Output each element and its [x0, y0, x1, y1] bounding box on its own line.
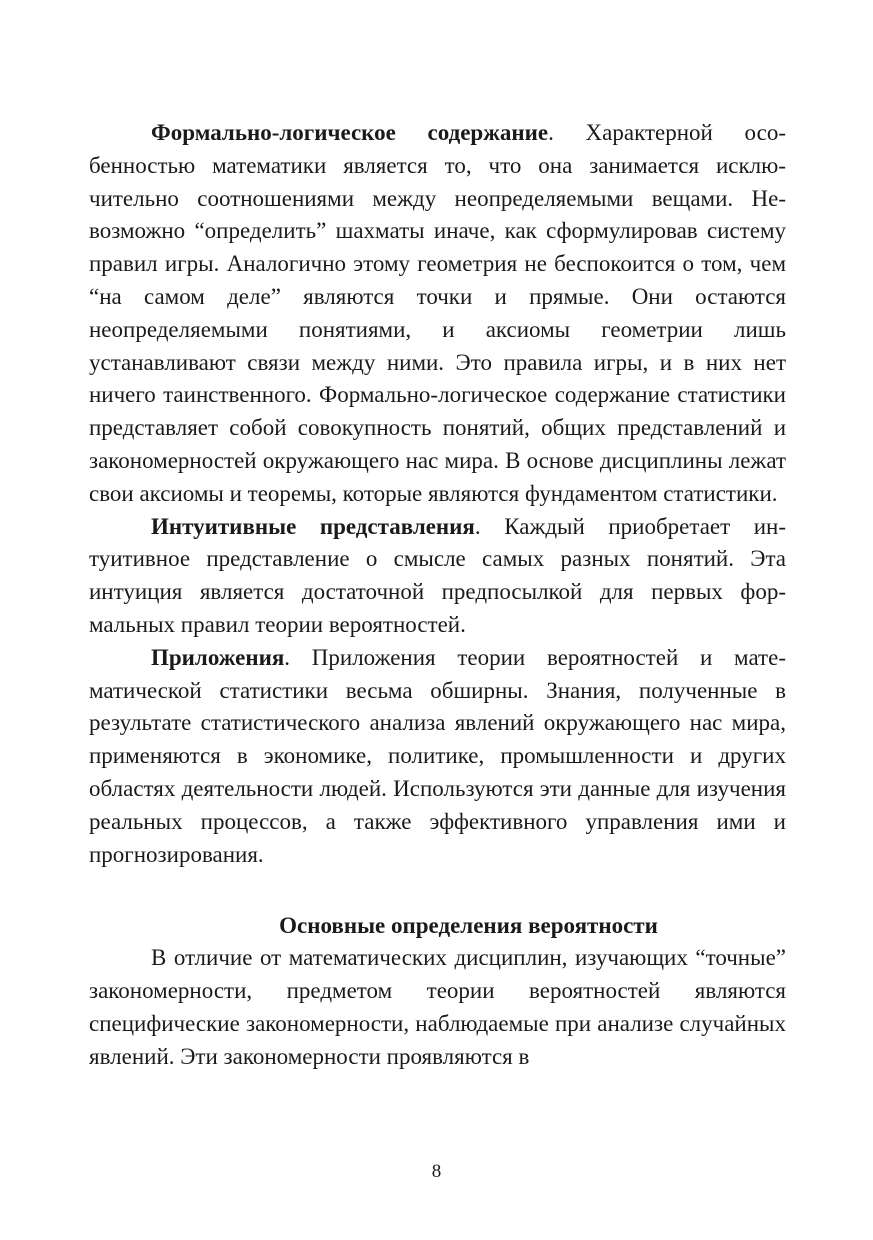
paragraph-formal-logical [89, 117, 786, 511]
section-paragraph: В отличие от математических дисциплин, изучающих “точные” закономерности, предметом теории вероятностей являются специфические закономерности, наблюдаемые при анализе случайных явлений. Эти закономерности проявляются в [89, 945, 786, 1069]
page-body [89, 117, 786, 1074]
paragraph-text: . Приложения теории вероятностей и математической статистики весьма обширны. Знания, полученные в результате статистического анализа явлений окружающего нас мира, применяются в экономике, политике, промышленности и других областях деятельности людей. Используются эти данные для изучения реальных процессов, а также эффективного управления ими и прогнозирования. [89, 644, 786, 867]
paragraph-applications [89, 642, 786, 872]
paragraph-intuitive [89, 511, 786, 642]
paragraph-heading: Приложения [151, 644, 285, 670]
paragraph-heading: Формально-логическое содержание [151, 120, 549, 145]
section-title: Основные определения вероятности [279, 913, 658, 939]
paragraph-text: . Характерной особенностью математики является то, что она занимается исключительно соотношениями между неопределяемыми вещами. Невозможно “определить” шахматы иначе, как сформулировав систему правил игры. Аналогично этому геометрия не беспокоится о том, чем “на самом деле” являются точки и прямые. Они остаются неопределяемыми понятиями, и аксиомы геометрии лишь устанавливают связи между ними. Это правила игры, и в них нет ничего таинственного. Формально-логическое содержание статистики представляет собой совокупность понятий, общих представлений и закономерностей окружающего нас мира. В основе дисциплины лежат свои аксиомы и теоремы, которые являются фундаментом статистики. [89, 120, 786, 506]
page-number: 8 [431, 1161, 442, 1182]
paragraph-heading: Интуитивные представления [151, 513, 475, 539]
paragraph-text: . Каждый приобретает интуитивное представление о смысле самых разных понятий. Эта интуиция является достаточной предпосылкой для первых формальных правил теории вероятностей. [89, 513, 787, 637]
